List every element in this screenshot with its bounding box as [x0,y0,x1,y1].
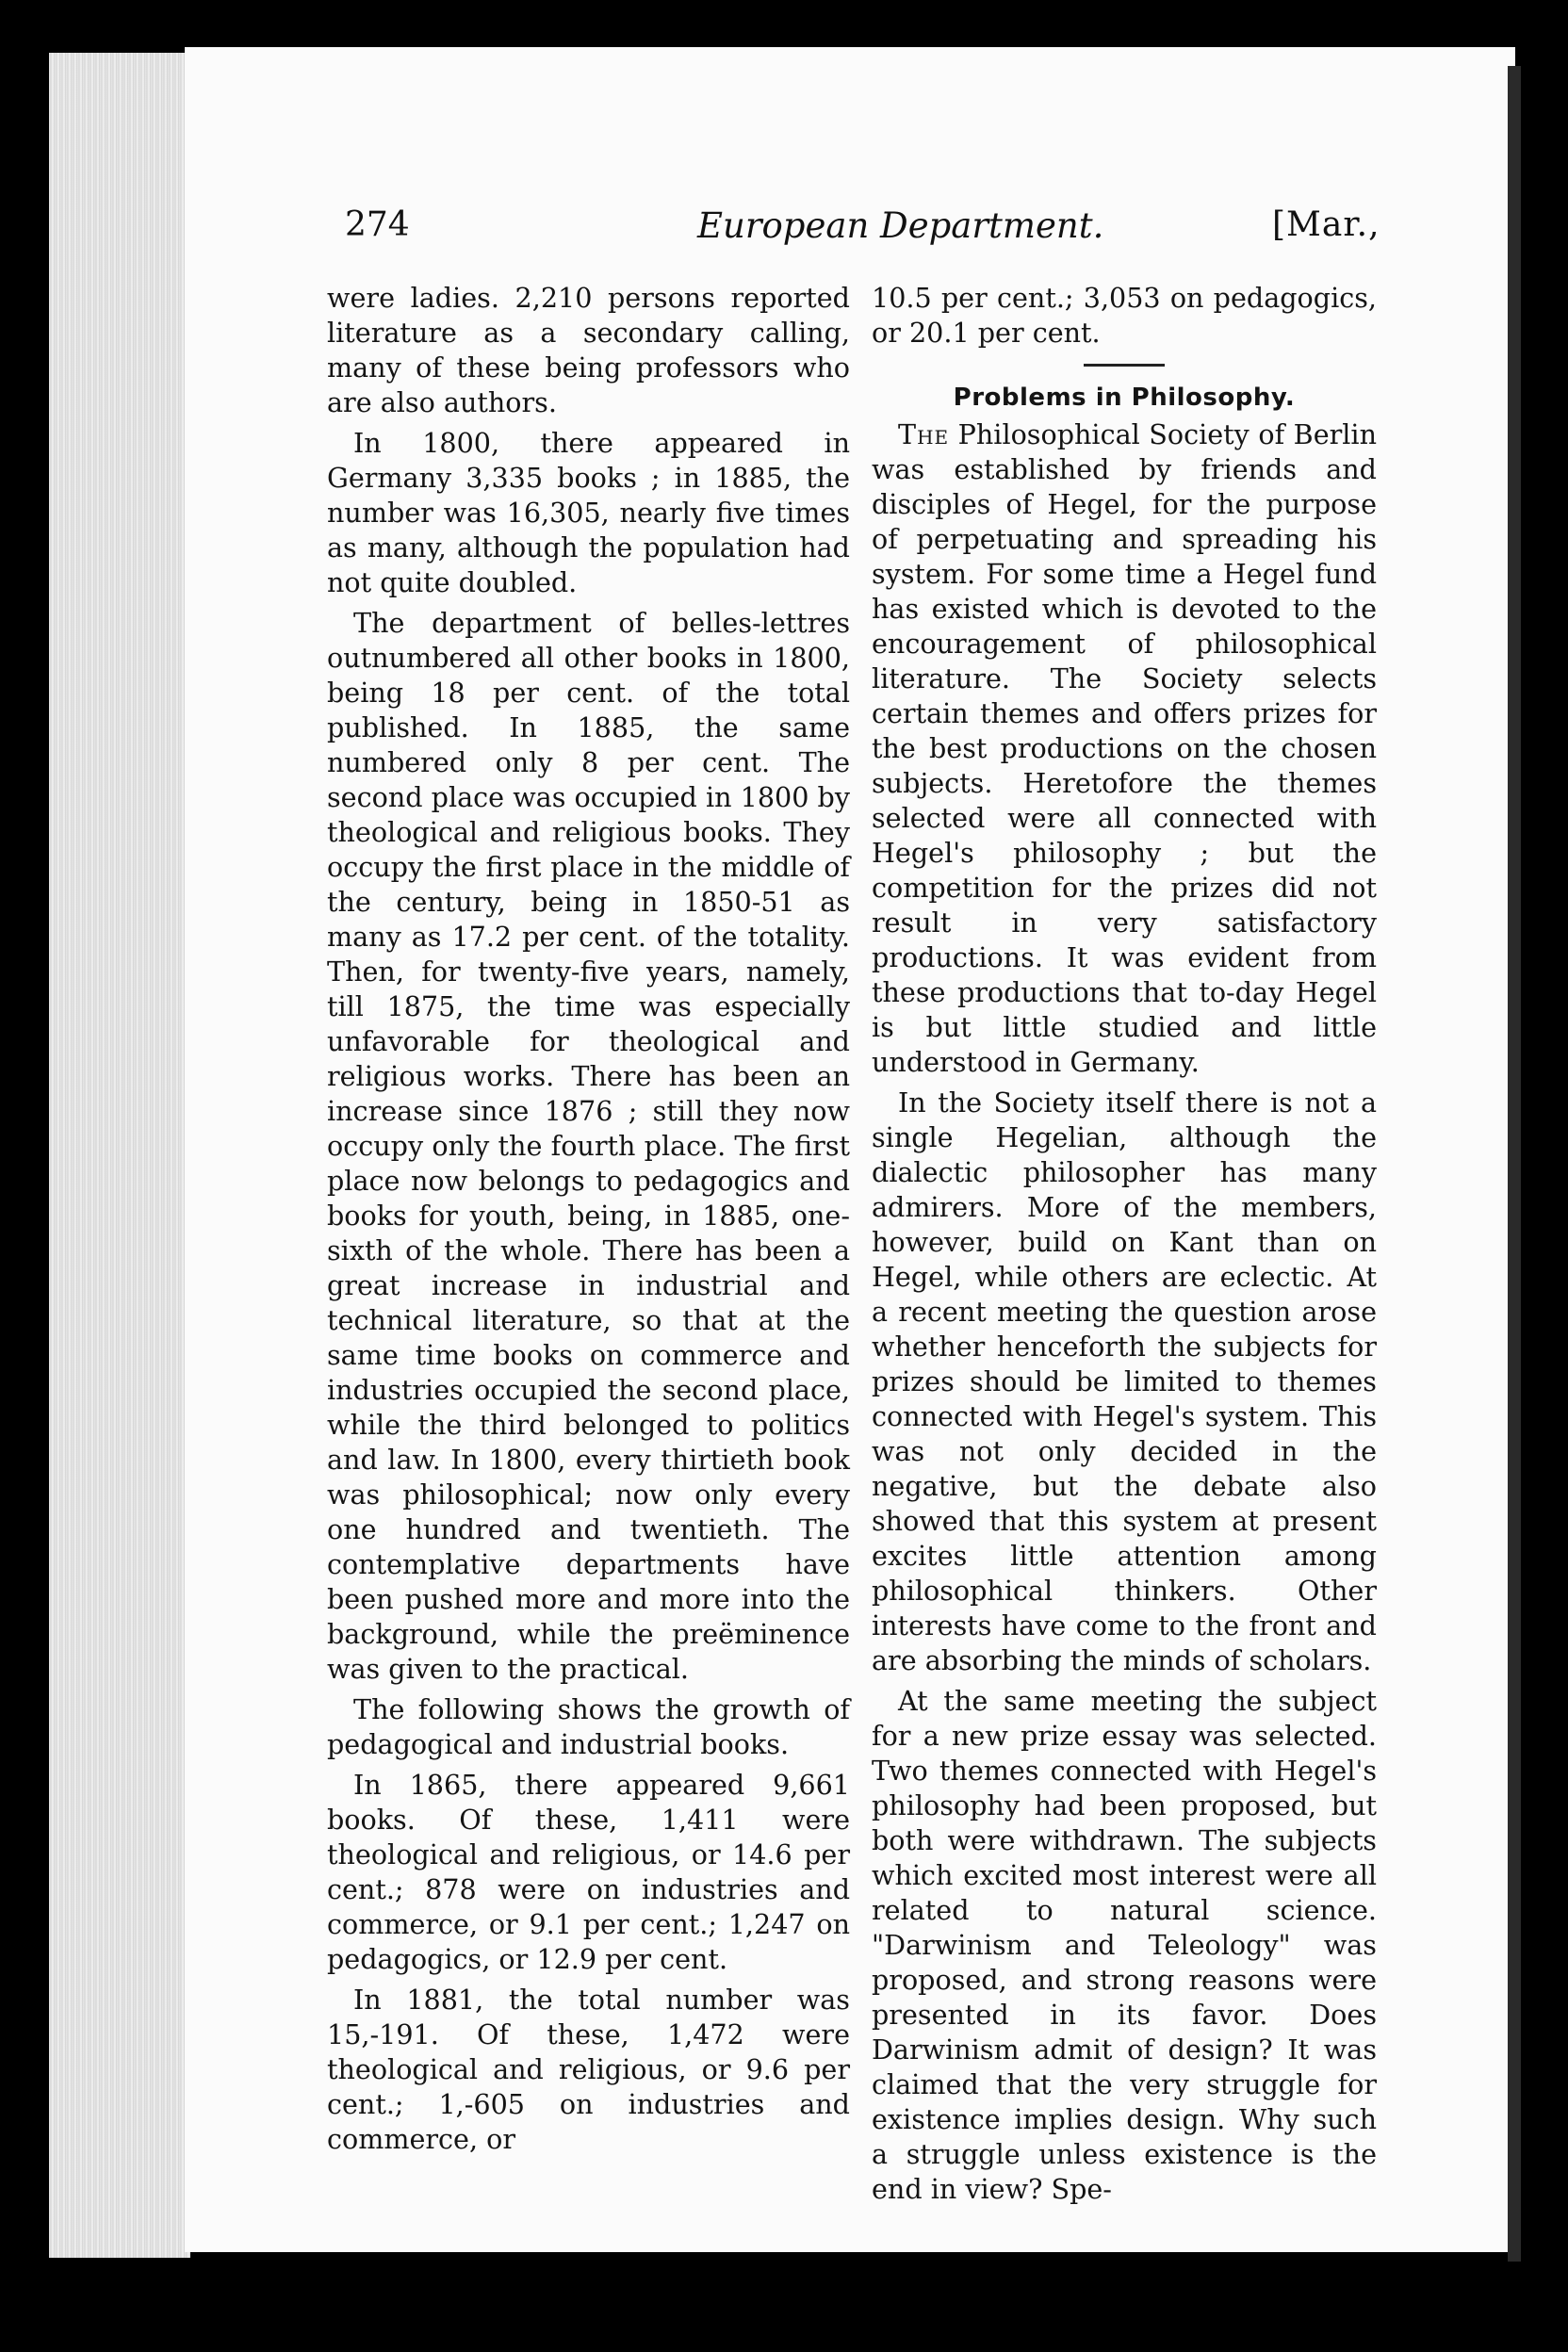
page-gutter-shadow [1508,66,1521,2262]
paragraph [872,417,1377,1080]
right-column [872,281,1377,2213]
paragraph: were ladies. 2,210 persons reported literature as a secondary calling, many of these being professors who are also authors. [327,282,850,418]
paragraph: In 1800, there appeared in Germany 3,335 books ; in 1885, the number was 16,305, nearly five times as many, although the population had not quite doubled. [327,427,850,598]
running-header [0,205,1568,262]
lead-word: The [898,418,950,450]
paragraph: The following shows the growth of pedagogical and industrial books. [327,1693,850,1760]
article-heading: Problems in Philosophy. [953,384,1296,412]
page-stack-edges [49,53,190,2258]
paragraph: At the same meeting the subject for a new prize essay was selected. Two themes connected with Hegel's philosophy had been proposed, but both were withdrawn. The subjects which excited most interest were all related to natural science. "Darwinism and Teleology" was proposed, and strong reasons were presented in its favor. Does Darwinism admit of design? It was claimed that the very struggle for existence implies design. Why such a struggle unless existence is the end in view? Spe- [872,1685,1377,2205]
left-column [327,281,850,2163]
paragraph: In the Society itself there is not a single Hegelian, although the dialectic philosopher has many admirers. More of the members, however, build on Kant than on Hegel, while others are eclectic. At a recent meeting the question arose whether henceforth the subjects for prizes should be limited to themes connected with Hegel's system. This was not only decided in the negative, but the debate also showed that this system at present excites little attention among philosophical thinkers. Other interests have come to the front and are absorbing the minds of scholars. [872,1086,1377,1676]
issue-date-mark: [Mar., [1272,205,1380,244]
paragraph: In 1881, the total number was 15,-191. Of these, 1,472 were theological and religious, or 9.6 per cent.; 1,-605 on industries and commerce, or [327,1984,850,2155]
paragraph: In 1865, there appeared 9,661 books. Of these, 1,411 were theological and religious, or 14.6 per cent.; 878 were on industries and commerce, or 9.1 per cent.; 1,247 on pedagogics, or 12.9 per cent. [327,1769,850,1975]
section-divider [1084,364,1165,367]
paragraph: The department of belles-lettres outnumbered all other books in 1800, being 18 per cent. of the total published. In 1885, the same numbered only 8 per cent. The second place was occupied in 1800 by theological and religious books. They occupy the first place in the middle of the century, being in 1850-51 as many as 17.2 per cent. of the totality. Then, for twenty-five years, namely, till 1875, the time was especially unfavorable for theological and religious works. There has been an increase since 1876 ; still they now occupy only the fourth place. The first place now belongs to pedagogics and books for youth, being, in 1885, one-sixth of the whole. There has been a great increase in industrial and technical literature, so that at the same time books on commerce and industries occupied the second place, while the third belonged to politics and law. In 1800, every thirtieth book was philosophical; now only every one hundred and twentieth. The contemplative departments have been pushed more and more into the background, while the preëminence was given to the practical. [327,607,850,1685]
page-number: 274 [345,205,410,244]
paragraph-text: Philosophical Society of Berlin was established by friends and disciples of Hegel, for the purpose of perpetuating and spreading his system. For some time a Hegel fund has existed which is devoted to the encouragement of philosophical literature. The Society selects certain themes and offers prizes for the best productions on the chosen subjects. Heretofore the themes selected were all connected with Hegel's philosophy ; but the competition for the prizes did not result in very satisfactory productions. It was evident from these productions that to-day Hegel is but little studied and little understood in Germany. [872,418,1377,1078]
paragraph: 10.5 per cent.; 3,053 on pedagogics, or 20.1 per cent. [872,282,1377,349]
section-title: European Department. [697,205,1104,246]
